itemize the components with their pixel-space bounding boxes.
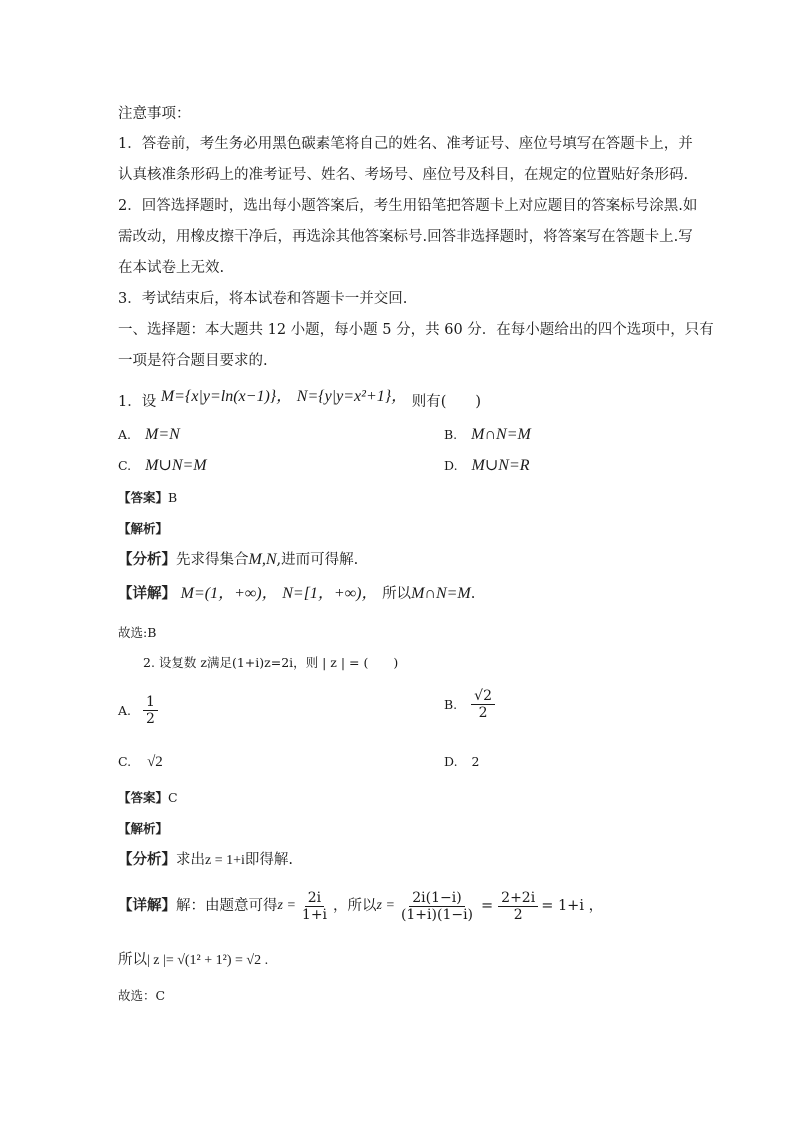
q2-answer bbox=[118, 788, 178, 808]
option-letter: C. bbox=[118, 754, 132, 769]
section-header-line-2: 一项是符合题目要求的. bbox=[118, 353, 268, 369]
q1-fenxi bbox=[118, 550, 358, 570]
q2-detail bbox=[118, 886, 603, 926]
option-letter: B. bbox=[444, 427, 458, 442]
q2-detail-line-2 bbox=[118, 950, 268, 971]
q1-prefix: 1．设 bbox=[118, 394, 157, 410]
notice-line-3: 2．回答选择题时，选出每小题答案后，考生用铅笔把答题卡上对应题目的答案标号涂黑.如 bbox=[118, 198, 698, 214]
answer-tag: 【答案】 bbox=[118, 790, 169, 805]
detail-set-m: M=(1，+∞)， bbox=[180, 585, 278, 602]
q1-suffix: 则有( ) bbox=[411, 394, 482, 410]
option-expr: M∪N=M bbox=[145, 457, 207, 474]
q1-option-b bbox=[444, 425, 531, 445]
fenxi-math: z = 1+i bbox=[205, 853, 245, 868]
fraction-denominator: 2 bbox=[478, 705, 488, 721]
fraction-denominator: (1+i)(1−i) bbox=[400, 906, 474, 923]
q1-set-n: N={y|y=x²+1}， bbox=[296, 388, 408, 405]
q2-option-c bbox=[118, 752, 163, 772]
detail-fraction-3 bbox=[498, 890, 538, 923]
detail-end: . bbox=[470, 586, 476, 602]
option-expr: M∩N=M bbox=[471, 426, 531, 443]
q1-detail bbox=[118, 584, 475, 604]
option-letter: A. bbox=[118, 702, 132, 718]
detail-text: 解：由题意可得 bbox=[176, 898, 278, 914]
fenxi-math: M,N bbox=[248, 551, 277, 568]
fraction-numerator: 1 bbox=[143, 694, 158, 711]
detail-fraction-2 bbox=[398, 890, 476, 923]
notice-line-1: 1．答卷前，考生务必用黑色碳素笔将自己的姓名、准考证号、座位号填写在答题卡上，并 bbox=[118, 136, 693, 152]
answer-value: C bbox=[168, 790, 178, 805]
detail-text-2: ，所以 bbox=[333, 898, 377, 914]
fraction-denominator: 2 bbox=[146, 711, 155, 727]
notice-line-4: 需改动，用橡皮擦干净后，再选涂其他答案标号.回答非选择题时，将答案写在答题卡上.写 bbox=[118, 229, 693, 245]
detail-line2-math: | z |= √(1² + 1²) = √2 . bbox=[147, 953, 269, 968]
detail-z-2: z = bbox=[376, 898, 395, 913]
option-expr: M=N bbox=[145, 426, 180, 443]
option-expr: M∪N=R bbox=[471, 457, 530, 474]
q1-answer bbox=[118, 488, 177, 508]
option-letter: B. bbox=[444, 696, 458, 712]
option-expr: 2 bbox=[471, 754, 480, 769]
notice-line-2: 认真核准条形码上的准考证号、姓名、考场号、座位号及科目，在规定的位置贴好条形码. bbox=[118, 167, 689, 183]
q1-option-c bbox=[118, 456, 207, 476]
q2-option-b bbox=[444, 688, 498, 721]
notice-line-6: 3．考试结束后，将本试卷和答题卡一并交回. bbox=[118, 291, 408, 307]
fenxi-text-end: 即得解. bbox=[244, 852, 294, 868]
fenxi-text-end: ,进而可得解. bbox=[276, 552, 359, 568]
q2-fenxi bbox=[118, 850, 293, 871]
q1-option-d bbox=[444, 456, 530, 476]
q2-stem: 2. 设复数 z满足(1+i)z=2i，则 | z | = ( ) bbox=[143, 655, 399, 670]
fraction-numerator: 2+2i bbox=[498, 890, 538, 907]
fraction-denominator: 1+i bbox=[301, 906, 328, 923]
detail-tag: 【详解】 bbox=[118, 897, 176, 914]
answer-value: B bbox=[168, 490, 178, 505]
q1-analysis-tag bbox=[118, 519, 168, 539]
notice-line-5: 在本试卷上无效. bbox=[118, 260, 225, 276]
fraction-numerator: √2 bbox=[471, 688, 495, 705]
option-letter: A. bbox=[118, 427, 132, 442]
fenxi-text: 先求得集合 bbox=[176, 552, 249, 568]
fraction-numerator: 2i(1−i) bbox=[409, 890, 464, 907]
option-fraction bbox=[143, 694, 158, 727]
option-expr: √2 bbox=[147, 754, 163, 770]
fenxi-tag: 【分析】 bbox=[118, 551, 176, 568]
detail-text: 所以 bbox=[382, 586, 412, 602]
fenxi-tag: 【分析】 bbox=[118, 851, 176, 868]
q1-set-m: M={x|y=ln(x−1)}， bbox=[160, 388, 293, 405]
notice-title: 注意事项： bbox=[118, 106, 191, 122]
option-letter: D. bbox=[444, 754, 458, 769]
detail-set-n: N=[1，+∞)， bbox=[282, 585, 378, 602]
q2-option-a bbox=[118, 694, 161, 727]
section-header-line-1: 一、选择题：本大题共 12 小题，每小题 5 分，共 60 分．在每小题给出的四个选项中，只有 bbox=[118, 322, 714, 338]
q2-analysis-tag bbox=[118, 819, 168, 839]
detail-fraction-1 bbox=[299, 890, 330, 923]
detail-result: M∩N=M bbox=[411, 585, 471, 602]
fraction-denominator: 2 bbox=[513, 906, 523, 923]
detail-tail: = 1+i ， bbox=[541, 898, 604, 914]
analysis-tag: 【解析】 bbox=[118, 521, 169, 536]
detail-line2-text: 所以 bbox=[118, 952, 147, 968]
fraction-numerator: 2i bbox=[305, 890, 324, 907]
answer-tag: 【答案】 bbox=[118, 490, 169, 505]
detail-z: z = bbox=[277, 898, 296, 913]
fenxi-text: 求出 bbox=[176, 852, 205, 868]
q1-conclusion: 故选:B bbox=[118, 625, 157, 640]
equals-sign: = bbox=[481, 898, 494, 914]
q1-stem bbox=[118, 388, 482, 412]
q2-option-d bbox=[444, 752, 480, 772]
q2-conclusion: 故选：C bbox=[118, 988, 166, 1003]
detail-tag: 【详解】 bbox=[118, 585, 176, 602]
option-letter: D. bbox=[444, 458, 458, 473]
q1-option-a bbox=[118, 425, 180, 445]
option-fraction bbox=[471, 688, 495, 721]
option-letter: C. bbox=[118, 458, 132, 473]
analysis-tag: 【解析】 bbox=[118, 821, 169, 836]
